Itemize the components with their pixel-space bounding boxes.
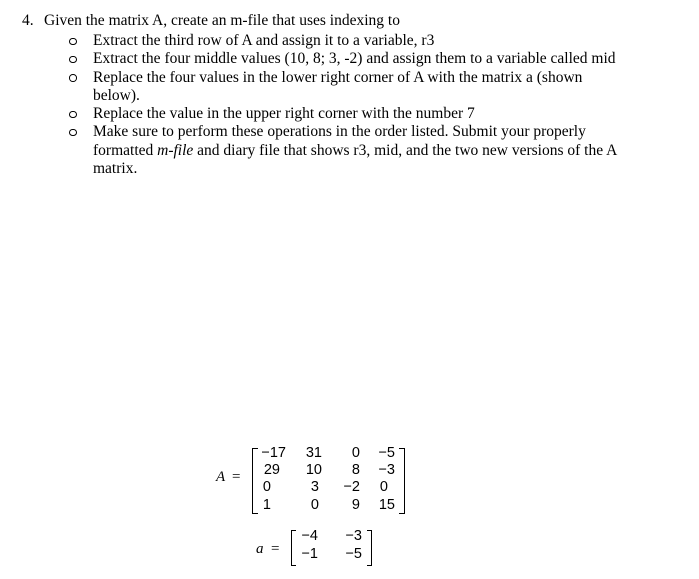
instruction-list: [66, 32, 626, 178]
question-header: [22, 11, 400, 30]
matrix-A-cell: 15: [378, 497, 395, 513]
matrix-A-label: A: [216, 469, 226, 485]
matrix-A-cell: 0: [379, 479, 388, 495]
matrix-A-cell: 1: [262, 497, 271, 513]
instruction-text-end: and diary file that shows r3, mid, and the two new versions of the A matrix.: [93, 141, 617, 178]
matrix-a-cell: −3: [345, 528, 362, 544]
instruction-item: [66, 32, 626, 50]
matrix-A-cell: −17: [261, 445, 286, 461]
instruction-item: [66, 69, 626, 106]
instruction-text: Replace the value in the upper right corner with the number 7: [93, 105, 475, 123]
matrix-A-cell: 0: [351, 445, 360, 461]
instruction-text: Replace the four values in the lower right corner of A with the matrix a (shown below).: [93, 68, 583, 104]
matrix-a-cell: −4: [301, 528, 318, 544]
matrix-A-cell: −5: [378, 445, 395, 461]
instruction-item: [66, 105, 626, 123]
instruction-emphasis: m-file: [157, 141, 194, 159]
matrix-A-cell: −2: [343, 479, 360, 495]
instruction-text: Extract the four middle values (10, 8; 3, -2) and assign them to a variable called mid: [93, 50, 616, 68]
matrix-A-cell: 29: [263, 462, 280, 478]
matrix-A-cell: 0: [310, 497, 319, 513]
question-number: 4.: [22, 12, 34, 29]
matrix-a-right-bracket: [367, 530, 372, 566]
matrix-A-cell: 3: [310, 479, 319, 495]
instruction-text-start: Make sure to perform these operations in the order listed. Submit your properly formatted: [93, 123, 586, 159]
matrix-A-cell: −3: [378, 462, 395, 478]
question-text: Given the matrix A, create an m-file that uses indexing to: [44, 12, 400, 29]
matrix-a-equals: =: [271, 541, 280, 557]
matrix-a-cell: −5: [345, 546, 362, 562]
matrix-A-cell: 0: [262, 479, 271, 495]
instruction-text: Extract the third row of A and assign it to a variable, r3: [93, 32, 435, 49]
matrix-A-right-bracket: [399, 448, 405, 514]
matrix-a-label: a: [256, 541, 264, 557]
matrix-A-cell: 9: [351, 497, 360, 513]
matrix-A-cell: 10: [305, 462, 322, 478]
matrix-a-cell: −1: [301, 546, 318, 562]
matrix-A-cell: 31: [305, 445, 322, 461]
matrix-A-equals: =: [232, 469, 241, 485]
matrix-A-cell: 8: [351, 462, 360, 478]
instruction-item: [66, 50, 626, 68]
instruction-item: [66, 123, 626, 178]
